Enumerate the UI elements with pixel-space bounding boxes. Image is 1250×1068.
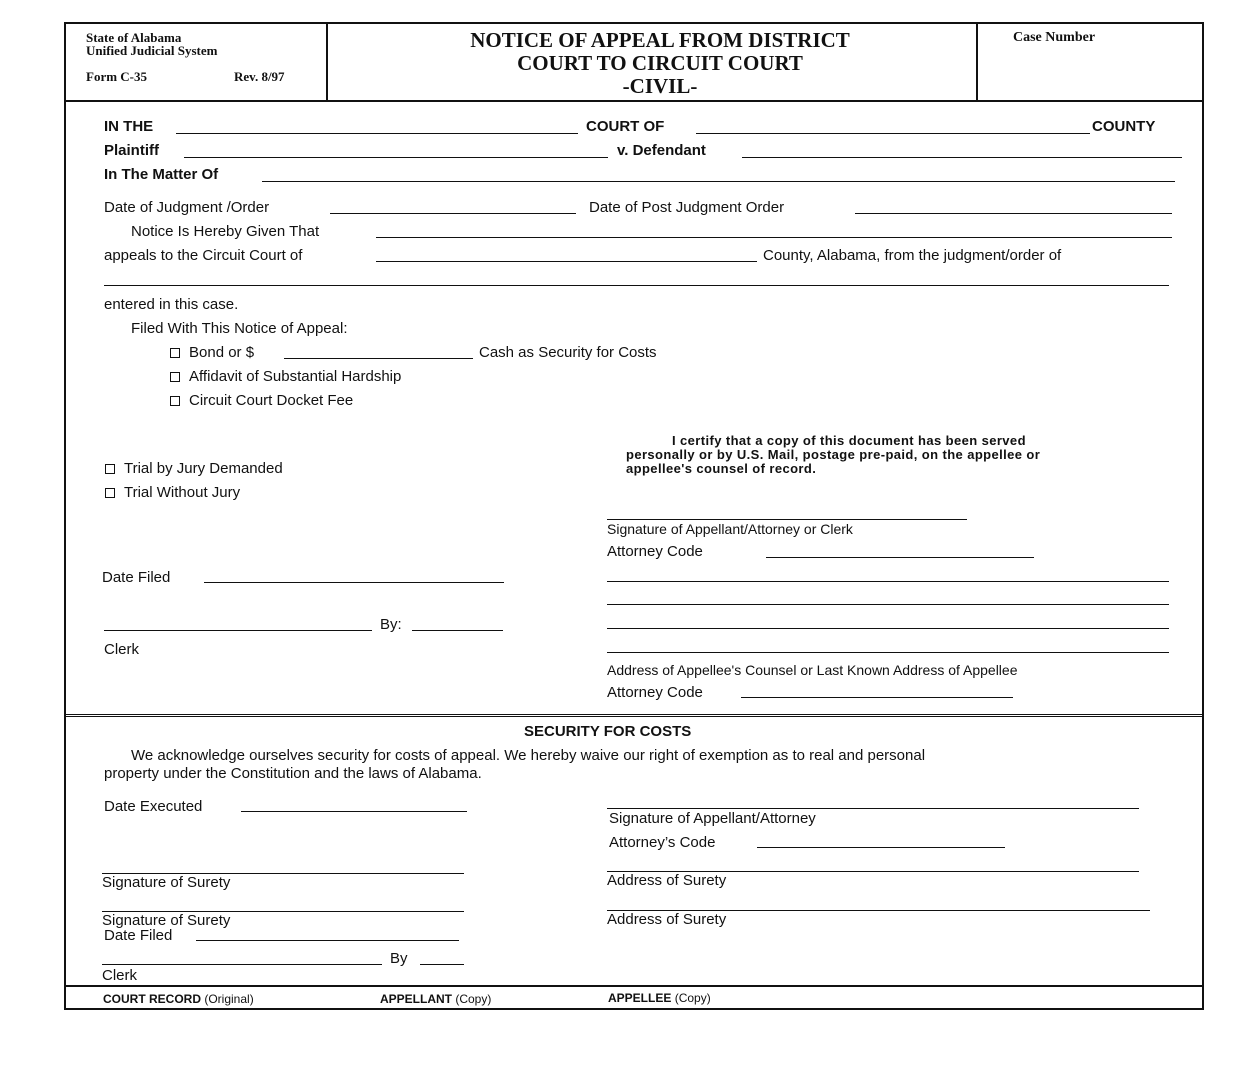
appellant-copy-label: APPELLANT [380, 992, 452, 1006]
bond-amount-field[interactable] [284, 358, 473, 359]
bond-label: Bond or $ [189, 344, 255, 361]
court-of-label: COURT OF [586, 118, 665, 135]
footer-divider [66, 985, 1203, 987]
county-label: COUNTY [1092, 118, 1156, 135]
docket-fee-label: Circuit Court Docket Fee [189, 392, 354, 409]
address-surety-2-label: Address of Surety [607, 911, 727, 928]
security-date-filed-field[interactable] [196, 940, 459, 941]
appellee-address-line2[interactable] [607, 604, 1169, 605]
attorneys-code-label: Attorney’s Code [609, 834, 716, 851]
state-label: State of Alabama [86, 30, 182, 45]
trial-without-jury-checkbox[interactable] [105, 488, 115, 498]
page-title-line1: NOTICE OF APPEAL FROM DISTRICT [470, 28, 850, 52]
appellee-address-line3[interactable] [607, 628, 1169, 629]
notice-given-label: Notice Is Hereby Given That [131, 223, 320, 240]
case-number-label: Case Number [1013, 30, 1096, 45]
page-title-line3: -CIVIL- [622, 74, 698, 98]
footer-court-record [103, 990, 254, 1008]
jury-demanded-label: Trial by Jury Demanded [124, 460, 283, 477]
appeals-to-label: appeals to the Circuit Court of [104, 247, 303, 264]
county-from-label: County, Alabama, from the judgment/order of [763, 247, 1062, 264]
security-heading: SECURITY FOR COSTS [524, 723, 692, 740]
attorneys-code-field[interactable] [757, 847, 1005, 848]
date-judgment-label: Date of Judgment /Order [104, 199, 270, 216]
appellee-copy-label: APPELLEE [608, 991, 672, 1005]
affidavit-checkbox[interactable] [170, 372, 180, 382]
sig-appellant-clerk-label: Signature of Appellant/Attorney or Clerk [607, 521, 853, 537]
clerk-label: Clerk [104, 641, 140, 658]
attorney-code-2-label: Attorney Code [607, 684, 703, 701]
court-type-field[interactable] [176, 133, 578, 134]
appellee-address-line1[interactable] [607, 581, 1169, 582]
clerk-signature-field[interactable] [104, 630, 372, 631]
appellant-sig-field[interactable] [607, 808, 1139, 809]
trial-without-jury-label: Trial Without Jury [124, 484, 241, 501]
page-title-line2: COURT TO CIRCUIT COURT [517, 51, 803, 75]
appellee-copy-note: (Copy) [674, 991, 711, 1005]
defendant-field[interactable] [742, 157, 1182, 158]
date-filed-label: Date Filed [102, 569, 171, 586]
form-border [64, 22, 1204, 1010]
date-post-judgment-label: Date of Post Judgment Order [589, 199, 785, 216]
date-filed-field[interactable] [204, 582, 504, 583]
appellant-copy-note: (Copy) [455, 992, 492, 1006]
in-the-label: IN THE [104, 118, 154, 135]
county-name-field[interactable] [696, 133, 1090, 134]
date-judgment-field[interactable] [330, 213, 576, 214]
sig-surety-1-label: Signature of Surety [102, 874, 231, 891]
security-date-filed-label: Date Filed [104, 927, 173, 944]
attorney-code-field[interactable] [766, 557, 1034, 558]
attorney-code-label: Attorney Code [607, 543, 703, 560]
footer-appellee [608, 989, 711, 1007]
filed-with-label: Filed With This Notice of Appeal: [131, 320, 348, 337]
plaintiff-label: Plaintiff [104, 142, 159, 159]
security-divider [66, 714, 1203, 717]
defendant-label: v. Defendant [617, 142, 706, 159]
matter-of-field[interactable] [262, 181, 1175, 182]
footer-appellant [380, 990, 491, 1008]
matter-of-label: In The Matter Of [104, 166, 219, 183]
circuit-county-field[interactable] [376, 261, 757, 262]
security-ack-line1: We acknowledge ourselves security for costs of appeal. We hereby waive our right of exemption as to real and personal [131, 747, 926, 764]
jury-demanded-checkbox[interactable] [105, 464, 115, 474]
court-record-label: COURT RECORD [103, 992, 201, 1006]
revision-label: Rev. 8/97 [234, 69, 285, 84]
bond-checkbox[interactable] [170, 348, 180, 358]
appellant-name-field[interactable] [376, 237, 1172, 238]
security-by-label: By [390, 950, 408, 967]
sig-surety-2-label: Signature of Surety [102, 912, 231, 929]
entered-label: entered in this case. [104, 296, 239, 313]
by-label: By: [380, 616, 402, 633]
docket-fee-checkbox[interactable] [170, 396, 180, 406]
judgment-of-field[interactable] [104, 285, 1169, 286]
appellee-address-line4[interactable] [607, 652, 1169, 653]
form-number: Form C-35 [86, 69, 148, 84]
header-divider [66, 100, 1203, 102]
system-label: Unified Judicial System [86, 43, 218, 58]
court-record-note: (Original) [204, 992, 254, 1006]
certify-line1: I certify that a copy of this document has been served [672, 433, 1026, 448]
attorney-code-2-field[interactable] [741, 697, 1013, 698]
security-clerk-sig-field[interactable] [102, 964, 382, 965]
affidavit-label: Affidavit of Substantial Hardship [189, 368, 402, 385]
date-executed-label: Date Executed [104, 798, 203, 815]
case-number-field[interactable] [986, 46, 1194, 96]
date-executed-field[interactable] [241, 811, 467, 812]
security-by-field[interactable] [420, 964, 464, 965]
security-ack-line2: property under the Constitution and the laws of Alabama. [104, 765, 482, 782]
security-clerk-label: Clerk [102, 967, 138, 984]
certify-line2: personally or by U.S. Mail, postage pre-paid, on the appellee or [626, 447, 1041, 462]
address-surety-1-label: Address of Surety [607, 872, 727, 889]
by-field[interactable] [412, 630, 503, 631]
date-post-judgment-field[interactable] [855, 213, 1172, 214]
cash-security-label: Cash as Security for Costs [479, 344, 657, 361]
plaintiff-field[interactable] [184, 157, 608, 158]
certify-line3: appellee's counsel of record. [626, 461, 817, 476]
appellee-address-label: Address of Appellee's Counsel or Last Known Address of Appellee [607, 662, 1018, 678]
sig-appellant-label: Signature of Appellant/Attorney [609, 810, 816, 827]
